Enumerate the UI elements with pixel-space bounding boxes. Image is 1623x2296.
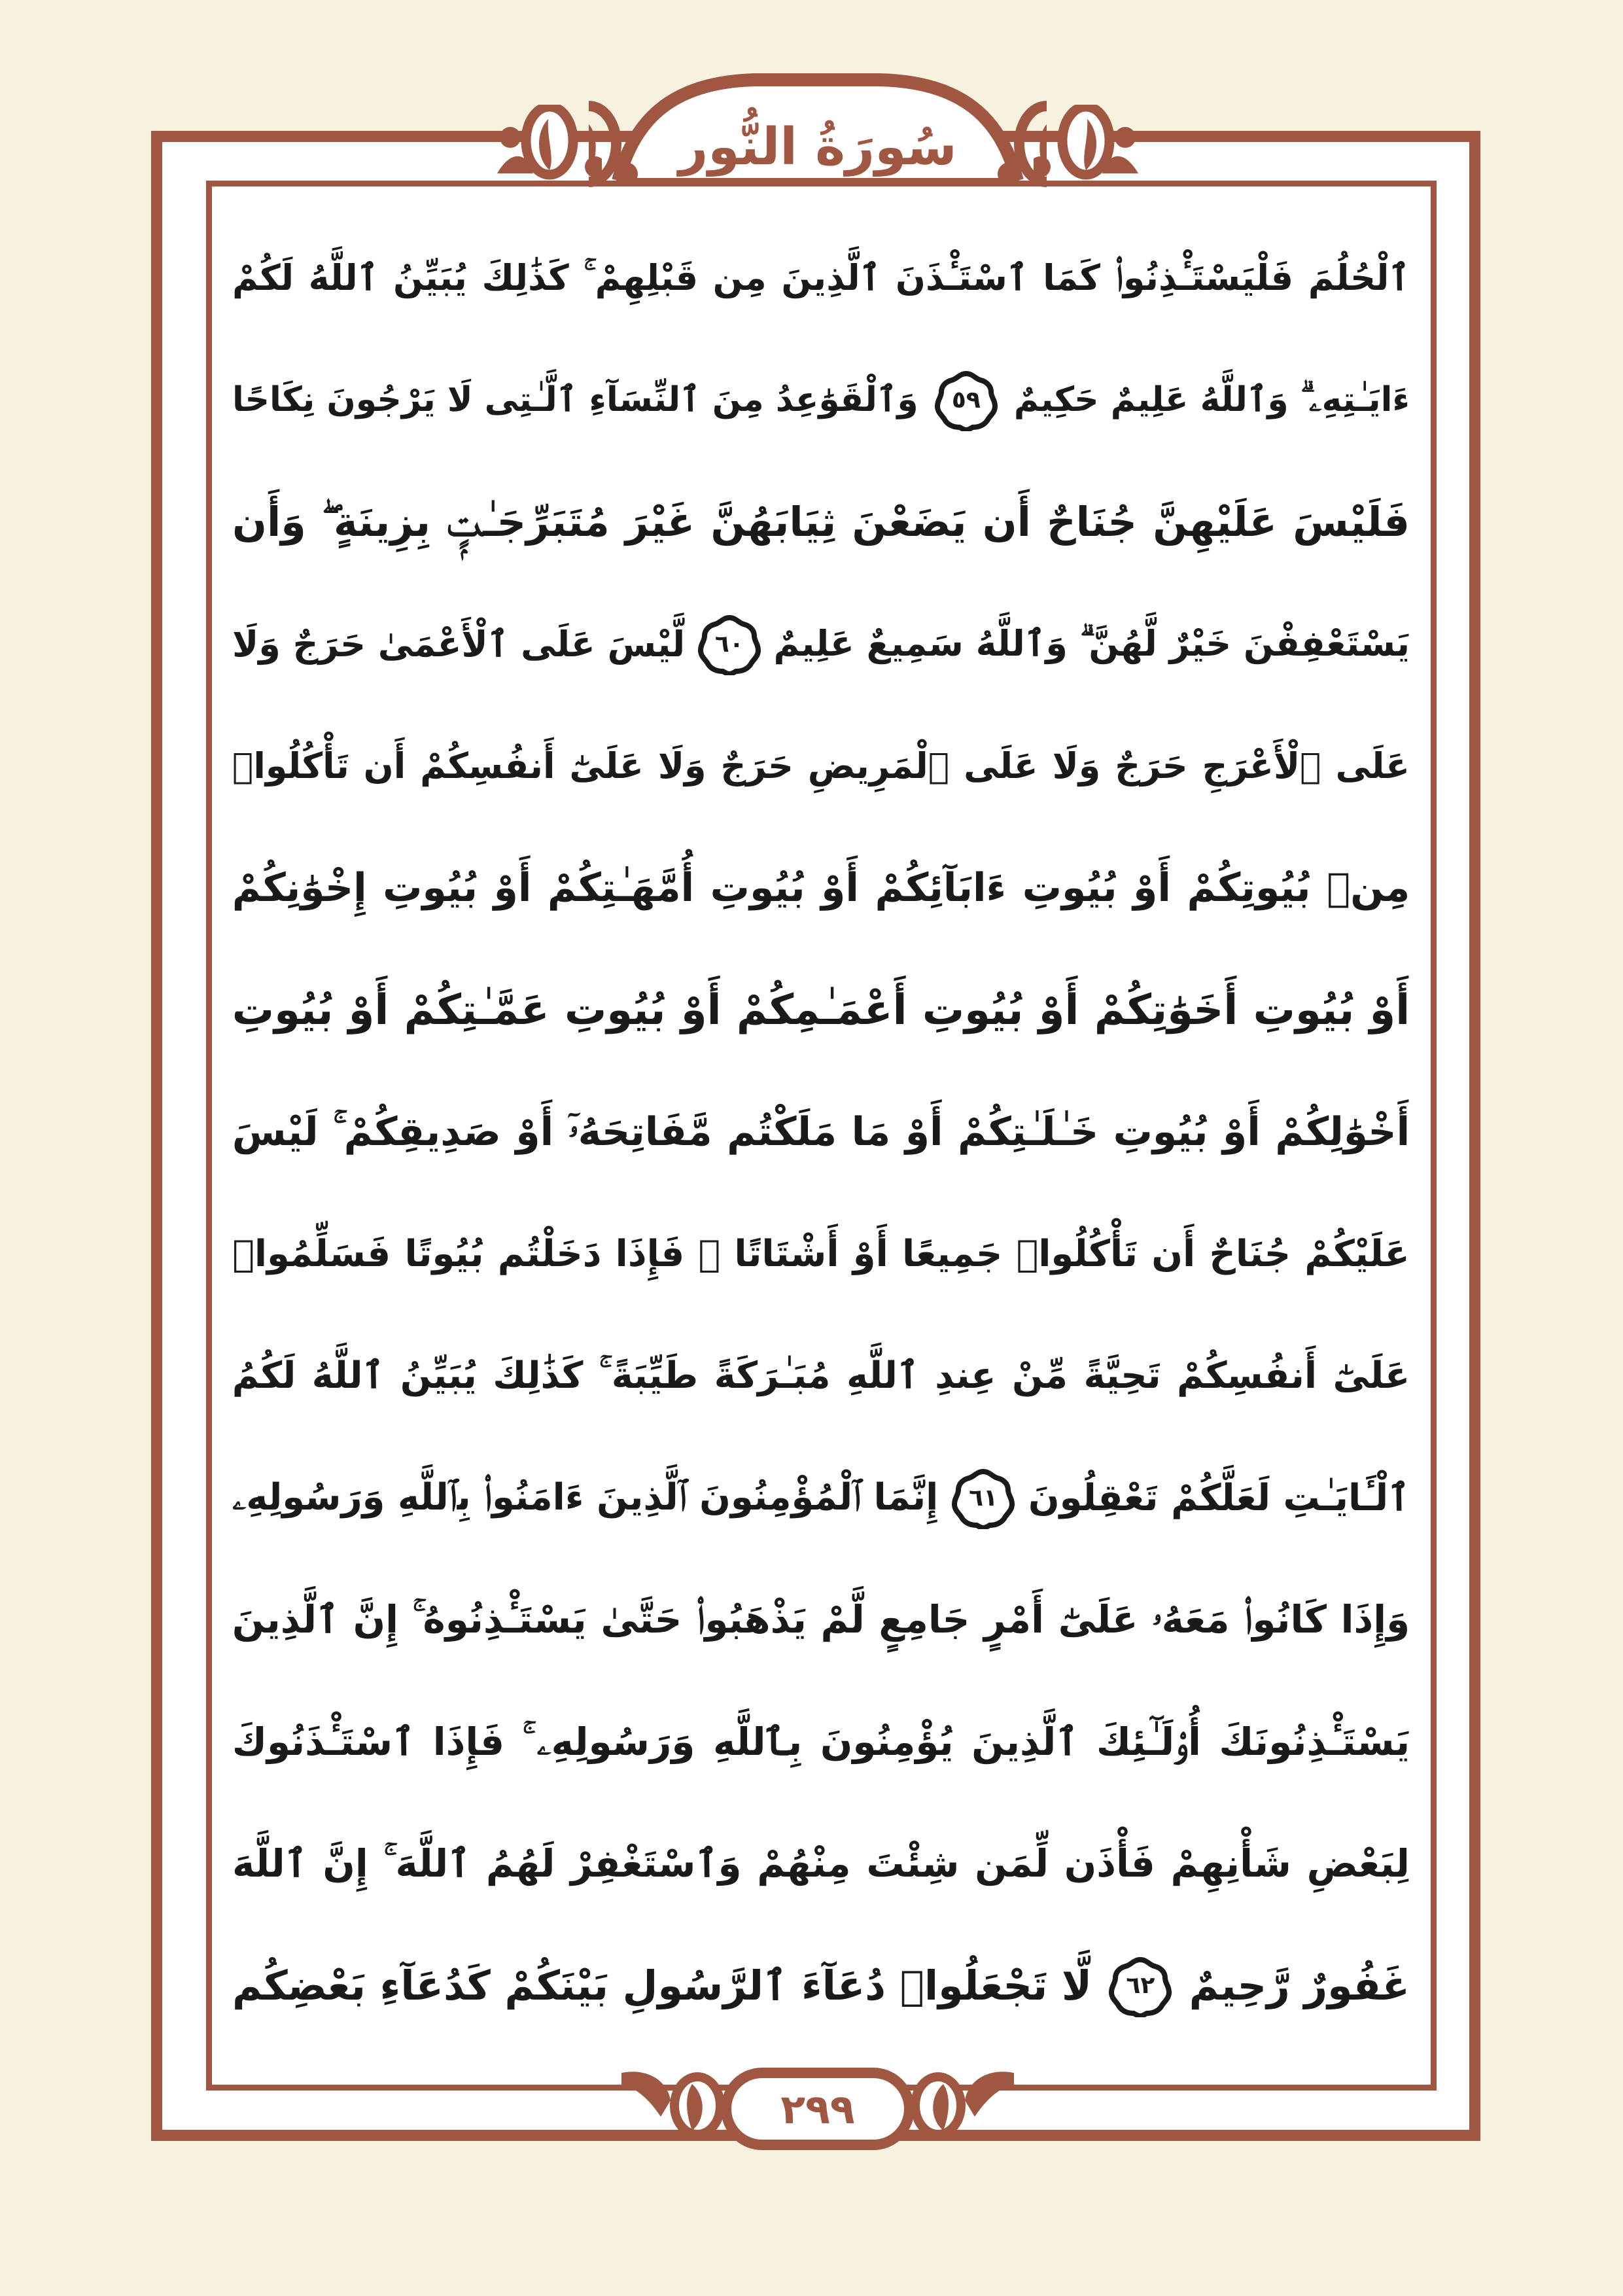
verse-text: وَٱلْقَوَٰعِدُ مِنَ ٱلنِّسَآءِ ٱلَّـٰتِى لَا يَرْجُونَ نِكَاحًا	[232, 380, 918, 420]
quran-text-block	[232, 222, 1410, 2041]
verse-text: لِبَعْضِ شَأْنِهِمْ فَأْذَن لِّمَن شِئْتَ مِنْهُمْ وَٱسْتَغْفِرْ لَهُمُ ٱللَّهَ ۚ إِنَّ ٱللَّهَ	[232, 1841, 1410, 1886]
verse-text: يَسْتَعْفِفْنَ خَيْرٌ لَّهُنَّ ۗ وَٱللَّهُ سَمِيعٌ عَلِيمٌ	[773, 623, 1410, 665]
footer-right-medallion-icon	[915, 2077, 961, 2134]
page-number: ٢٩٩	[780, 2085, 855, 2133]
text-line	[232, 1808, 1410, 1919]
verse-text: أَوْ بُيُوتِ أَخَوَٰتِكُمْ أَوْ بُيُوتِ أَعْمَـٰمِكُمْ أَوْ بُيُوتِ عَمَّـٰتِكُمْ أَوْ بُيُوتِ	[232, 985, 1410, 1034]
ayah-number: ٦٠	[714, 630, 744, 658]
ayah-number: ٦٢	[1126, 1972, 1155, 2000]
verse-text: عَلَى ٱلْأَعْرَجِ حَرَجٌ وَلَا عَلَى ٱلْمَرِيضِ حَرَجٌ وَلَا عَلَىٰٓ أَنفُسِكُمْ أَن تَأْكُلُوا۟	[232, 745, 1410, 787]
text-line	[232, 711, 1410, 822]
text-line	[232, 344, 1410, 455]
verse-text: لَّا تَجْعَلُوا۟ دُعَآءَ ٱلرَّسُولِ بَيْنَكُمْ كَدُعَآءِ بَعْضِكُم	[232, 1962, 1092, 2010]
ayah-number: ٦١	[969, 1484, 998, 1511]
text-line	[232, 1686, 1410, 1797]
verse-text: يَسْتَـْٔذِنُونَكَ أُو۟لَـٰٓئِكَ ٱلَّذِينَ يُؤْمِنُونَ بِٱللَّهِ وَرَسُولِهِۦ ۚ فَإِذَا ٱسْتَـْٔذَنُوكَ	[232, 1719, 1410, 1764]
ayah-end-marker	[698, 612, 761, 675]
verse-text: عَلَيْكُمْ جُنَاحٌ أَن تَأْكُلُوا۟ جَمِيعًا أَوْ أَشْتَاتًا ۚ فَإِذَا دَخَلْتُم بُيُوتًا فَسَلِّمُوا۟	[232, 1232, 1410, 1275]
ayah-end-marker	[935, 368, 998, 431]
verse-text: عَلَىٰٓ أَنفُسِكُمْ تَحِيَّةً مِّنْ عِندِ ٱللَّهِ مُبَـٰرَكَةً طَيِّبَةً ۚ كَذَٰلِكَ يُبَيِّنُ ٱللَّهُ لَكُمُ	[232, 1354, 1410, 1397]
ayah-number: ٥٩	[951, 386, 981, 414]
text-line	[232, 1930, 1410, 2041]
footer-left-medallion-icon	[674, 2077, 720, 2134]
text-line	[232, 222, 1410, 334]
text-line	[232, 1442, 1410, 1553]
text-line	[232, 1320, 1410, 1432]
text-line	[232, 832, 1410, 944]
text-line	[232, 467, 1410, 578]
verse-text: ءَايَـٰتِهِۦ ۗ وَٱللَّهُ عَلِيمٌ حَكِيمٌ	[1013, 380, 1410, 419]
verse-text: فَلَيْسَ عَلَيْهِنَّ جُنَاحٌ أَن يَضَعْنَ ثِيَابَهُنَّ غَيْرَ مُتَبَرِّجَـٰتٍۭ بِزِينَةٍ ۖ وَأَن	[232, 497, 1410, 546]
verse-text: ٱلْـَٔايَـٰتِ لَعَلَّكُمْ تَعْقِلُونَ	[1028, 1476, 1410, 1519]
verse-text: إِنَّمَا ٱلْمُؤْمِنُونَ ٱلَّذِينَ ءَامَنُوا۟ بِٱللَّهِ وَرَسُولِهِۦ	[232, 1476, 939, 1519]
verse-text: لَّيْسَ عَلَى ٱلْأَعْمَىٰ حَرَجٌ وَلَا	[232, 623, 686, 665]
verse-text: غَفُورٌ رَّحِيمٌ	[1189, 1962, 1410, 2010]
text-line	[232, 1198, 1410, 1309]
header-left-scroll-ornament	[497, 105, 602, 196]
verse-text: ٱلْحُلُمَ فَلْيَسْتَـْٔذِنُوا۟ كَمَا ٱسْتَـْٔذَنَ ٱلَّذِينَ مِن قَبْلِهِمْ ۚ كَذَٰلِكَ يُبَيِّنُ ٱللَّهُ لَكُمْ	[232, 257, 1410, 298]
verse-text: أَخْوَٰلِكُمْ أَوْ بُيُوتِ خَـٰلَـٰتِكُمْ أَوْ مَا مَلَكْتُم مَّفَاتِحَهُۥٓ أَوْ صَدِيقِكُمْ ۚ لَيْسَ	[232, 1108, 1410, 1155]
ayah-end-marker	[952, 1466, 1015, 1529]
verse-text: وَإِذَا كَانُوا۟ مَعَهُۥ عَلَىٰٓ أَمْرٍ جَامِعٍ لَّمْ يَذْهَبُوا۟ حَتَّىٰ يَسْتَـْٔذِنُوهُ ۚ إِنَّ ٱلَّذِينَ	[232, 1597, 1410, 1642]
text-line	[232, 1076, 1410, 1188]
text-line	[232, 955, 1410, 1066]
ayah-end-marker	[1109, 1954, 1172, 2017]
header-right-scroll-ornament	[1034, 105, 1138, 196]
text-line	[232, 588, 1410, 699]
verse-text: مِنۢ بُيُوتِكُمْ أَوْ بُيُوتِ ءَابَآئِكُمْ أَوْ بُيُوتِ أُمَّهَـٰتِكُمْ أَوْ بُيُوتِ إِخْوَٰنِكُمْ	[232, 865, 1410, 911]
text-line	[232, 1564, 1410, 1676]
surah-title: سُورَةُ النُّور	[678, 118, 957, 177]
